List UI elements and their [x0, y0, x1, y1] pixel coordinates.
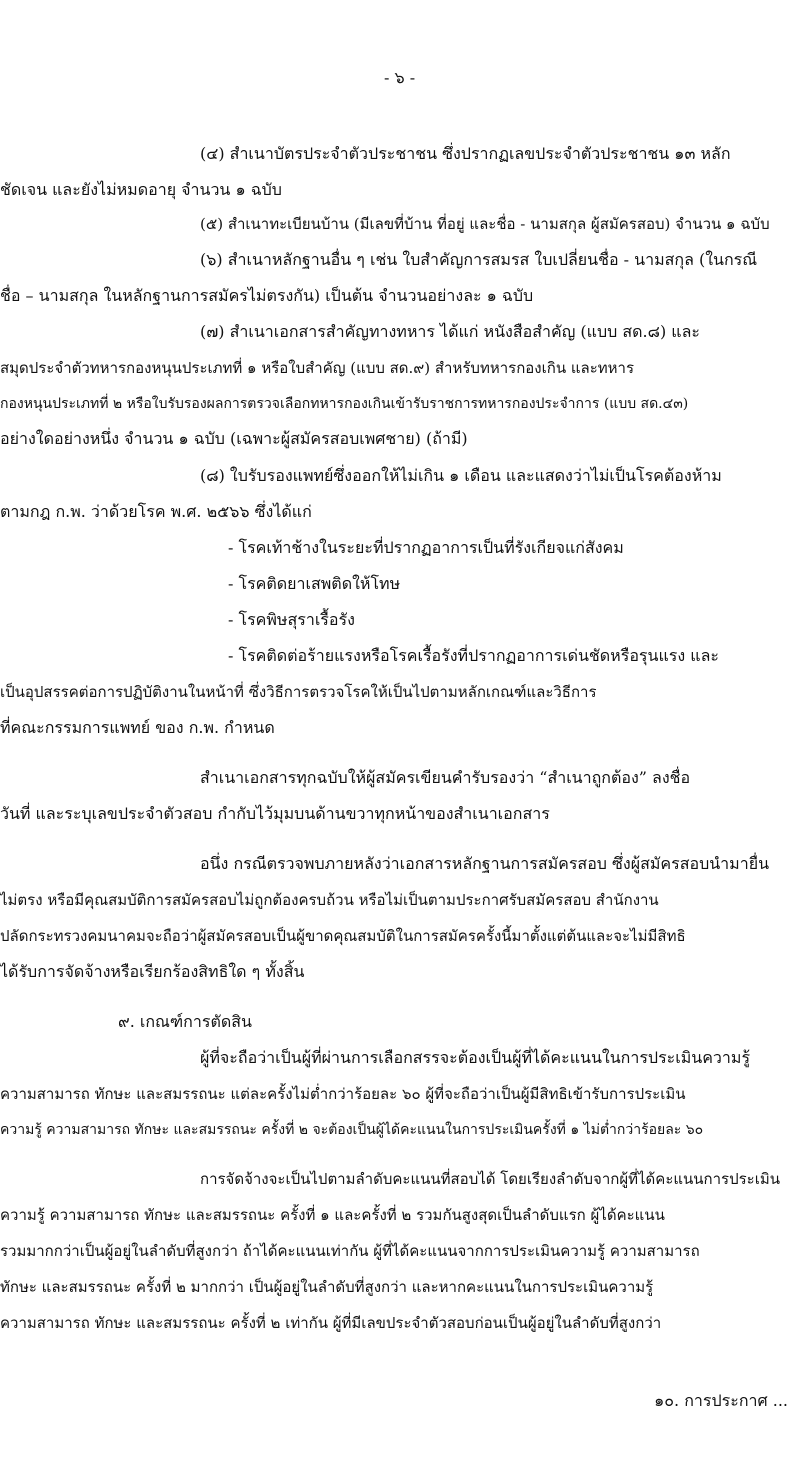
disease-4-line-1: - โรคติดต่อร้ายแรงหรือโรคเรื้อรังที่ปรากฏอาการเด่นชัดหรือรุนแรง และ [228, 646, 719, 665]
section-9-p2-line-2: ความรู้ ความสามารถ ทักษะ และสมรรถนะ ครั้งที่ ๑ และครั้งที่ ๒ รวมกันสูงสุดเป็นลำดับแรก ผู้ได้คะแนน [0, 1206, 665, 1224]
disease-4-line-3: ที่คณะกรรมการแพทย์ ของ ก.พ. กำหนด [0, 718, 275, 737]
item-7-line-1: (๗) สำเนาเอกสารสำคัญทางทหาร ได้แก่ หนังสือสำคัญ (แบบ สด.๘) และ [200, 322, 700, 341]
section-9-p2-line-1: การจัดจ้างจะเป็นไปตามลำดับคะแนนที่สอบได้ โดยเรียงลำดับจากผู้ที่ได้คะแนนการประเมิน [200, 1170, 781, 1188]
section-9-p2-line-5: ความสามารถ ทักษะ และสมรรถนะ ครั้งที่ ๒ เท่ากัน ผู้ที่มีเลขประจำตัวสอบก่อนเป็นผู้อยู่ในลำดับที่สูงกว่า [0, 1314, 662, 1332]
item-4-line-1: (๔) สำเนาบัตรประจำตัวประชาชน ซึ่งปรากฏเลขประจำตัวประชาชน ๑๓ หลัก [200, 144, 731, 163]
continuation-note: ๑๐. การประกาศ ... [654, 1391, 788, 1410]
notice-line-3: ปลัดกระทรวงคมนาคมจะถือว่าผู้สมัครสอบเป็นผู้ขาดคุณสมบัติในการสมัครครั้งนี้มาตั้งแต่ต้นและจะไม่มีสิทธิ [0, 927, 686, 945]
notice-line-2: ไม่ตรง หรือมีคุณสมบัติการสมัครสอบไม่ถูกต้องครบถ้วน หรือไม่เป็นตามประกาศรับสมัครสอบ สำนักงาน [0, 891, 659, 909]
section-9-p2-line-4: ทักษะ และสมรรถนะ ครั้งที่ ๒ มากกว่า เป็นผู้อยู่ในลำดับที่สูงกว่า และหากคะแนนในการประเมินความรู้ [0, 1278, 654, 1296]
disease-2: - โรคติดยาเสพติดให้โทษ [228, 574, 401, 593]
item-6-line-2: ชื่อ – นามสกุล ในหลักฐานการสมัครไม่ตรงกัน) เป็นต้น จำนวนอย่างละ ๑ ฉบับ [0, 286, 534, 305]
item-4-line-2: ชัดเจน และยังไม่หมดอายุ จำนวน ๑ ฉบับ [0, 180, 282, 199]
certify-line-2: วันที่ และระบุเลขประจำตัวสอบ กำกับไว้มุมบนด้านขวาทุกหน้าของสำเนาเอกสาร [0, 804, 550, 823]
notice-line-4: ได้รับการจัดจ้างหรือเรียกร้องสิทธิใด ๆ ทั้งสิ้น [0, 962, 305, 981]
disease-1: - โรคเท้าช้างในระยะที่ปรากฏอาการเป็นที่รังเกียจแก่สังคม [228, 538, 624, 557]
item-8-line-2: ตามกฎ ก.พ. ว่าด้วยโรค พ.ศ. ๒๕๖๖ ซึ่งได้แก่ [0, 502, 312, 521]
item-7-line-2: สมุดประจำตัวทหารกองหนุนประเภทที่ ๑ หรือใบสำคัญ (แบบ สด.๙) สำหรับทหารกองเกิน และทหาร [0, 359, 635, 377]
item-5-line-1: (๕) สำเนาทะเบียนบ้าน (มีเลขที่บ้าน ที่อยู่ และชื่อ - นามสกุล ผู้สมัครสอบ) จำนวน ๑ ฉบับ [200, 215, 770, 233]
item-6-line-1: (๖) สำเนาหลักฐานอื่น ๆ เช่น ใบสำคัญการสมรส ใบเปลี่ยนชื่อ - นามสกุล (ในกรณี [200, 250, 758, 269]
disease-3: - โรคพิษสุราเรื้อรัง [228, 610, 355, 629]
page-number: - ๖ - [384, 68, 416, 87]
item-8-line-1: (๘) ใบรับรองแพทย์ซึ่งออกให้ไม่เกิน ๑ เดือน และแสดงว่าไม่เป็นโรคต้องห้าม [200, 466, 722, 485]
section-9-p1-line-3: ความรู้ ความสามารถ ทักษะ และสมรรถนะ ครั้งที่ ๒ จะต้องเป็นผู้ได้คะแนนในการประเมินครั้งที่ ๑ ไม่ต่ำกว่าร้อยละ ๖๐ [0, 1122, 704, 1138]
section-9-p1-line-2: ความสามารถ ทักษะ และสมรรถนะ แต่ละครั้งไม่ต่ำกว่าร้อยละ ๖๐ ผู้ที่จะถือว่าเป็นผู้มีสิทธิเข้ารับการประเมิน [0, 1085, 686, 1103]
item-7-line-4: อย่างใดอย่างหนึ่ง จำนวน ๑ ฉบับ (เฉพาะผู้สมัครสอบเพศชาย) (ถ้ามี) [0, 429, 468, 448]
certify-line-1: สำเนาเอกสารทุกฉบับให้ผู้สมัครเขียนคำรับรองว่า “สำเนาถูกต้อง” ลงชื่อ [200, 768, 691, 787]
disease-4-line-2: เป็นอุปสรรคต่อการปฏิบัติงานในหน้าที่ ซึ่งวิธีการตรวจโรคให้เป็นไปตามหลักเกณฑ์และวิธีการ [0, 683, 597, 701]
section-9-heading: ๙. เกณฑ์การตัดสิน [118, 1012, 252, 1031]
item-7-line-3: กองหนุนประเภทที่ ๒ หรือใบรับรองผลการตรวจเลือกทหารกองเกินเข้ารับราชการทหารกองประจำการ (แบบ สด.๔๓) [0, 396, 689, 412]
notice-line-1: อนึ่ง กรณีตรวจพบภายหลังว่าเอกสารหลักฐานการสมัครสอบ ซึ่งผู้สมัครสอบนำมายื่น [200, 854, 769, 873]
section-9-p2-line-3: รวมมากกว่าเป็นผู้อยู่ในลำดับที่สูงกว่า ถ้าได้คะแนนเท่ากัน ผู้ที่ได้คะแนนจากการประเมินความรู้ ความสามารถ [0, 1242, 700, 1260]
section-9-p1-line-1: ผู้ที่จะถือว่าเป็นผู้ที่ผ่านการเลือกสรรจะต้องเป็นผู้ที่ได้คะแนนในการประเมินความรู้ [200, 1048, 751, 1067]
